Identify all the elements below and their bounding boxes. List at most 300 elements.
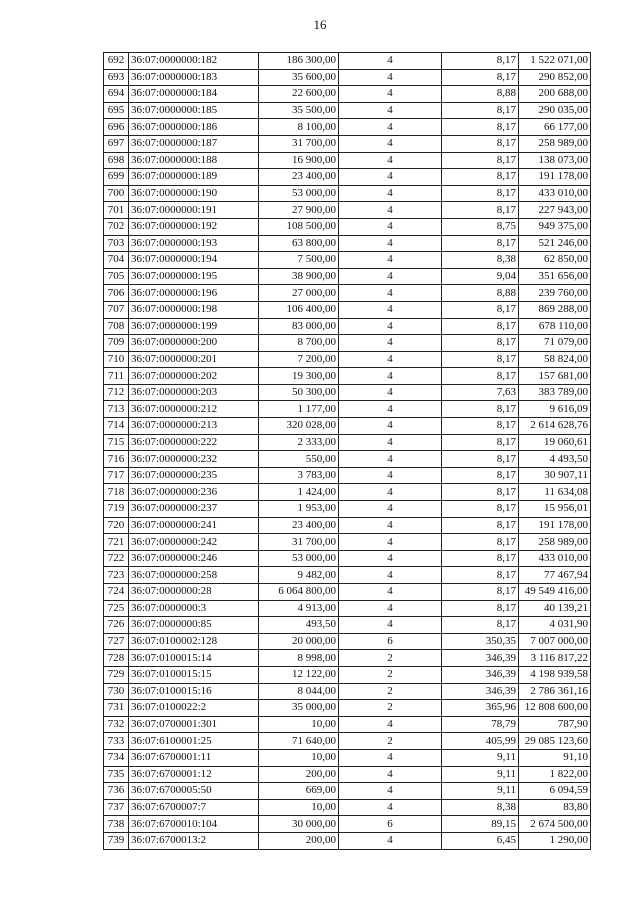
cadastral-value-cell: 66 177,00 <box>519 119 591 136</box>
group-code-cell: 4 <box>339 434 442 451</box>
table-row <box>104 102 591 119</box>
table-row <box>104 135 591 152</box>
row-number-cell: 704 <box>104 252 129 269</box>
table-row <box>104 451 591 468</box>
group-code-cell: 4 <box>339 351 442 368</box>
cadastral-number-cell: 36:07:6100001:25 <box>129 733 259 750</box>
cadastral-number-cell: 36:07:0000000:212 <box>129 401 259 418</box>
specific-value-cell: 8,17 <box>442 451 519 468</box>
row-number-cell: 731 <box>104 700 129 717</box>
table-row <box>104 252 591 269</box>
cadastral-number-cell: 36:07:6700001:12 <box>129 766 259 783</box>
group-code-cell: 4 <box>339 384 442 401</box>
table-row <box>104 550 591 567</box>
table-row <box>104 318 591 335</box>
area-cell: 10,00 <box>259 716 339 733</box>
cadastral-number-cell: 36:07:0000000:232 <box>129 451 259 468</box>
cadastral-number-cell: 36:07:0000000:222 <box>129 434 259 451</box>
cadastral-value-cell: 30 907,11 <box>519 467 591 484</box>
cadastral-value-cell: 15 956,01 <box>519 501 591 518</box>
cadastral-value-cell: 49 549 416,00 <box>519 584 591 601</box>
cadastral-number-cell: 36:07:0000000:184 <box>129 86 259 103</box>
area-cell: 16 900,00 <box>259 152 339 169</box>
cadastral-number-cell: 36:07:6700001:11 <box>129 749 259 766</box>
cadastral-value-cell: 2 786 361,16 <box>519 683 591 700</box>
row-number-cell: 719 <box>104 501 129 518</box>
cadastral-value-cell: 91,10 <box>519 749 591 766</box>
cadastral-value-cell: 383 789,00 <box>519 384 591 401</box>
cadastral-number-cell: 36:07:6700007:7 <box>129 799 259 816</box>
table-row <box>104 86 591 103</box>
cadastral-value-cell: 949 375,00 <box>519 218 591 235</box>
table-row <box>104 584 591 601</box>
area-cell: 27 900,00 <box>259 202 339 219</box>
area-cell: 493,50 <box>259 617 339 634</box>
row-number-cell: 722 <box>104 550 129 567</box>
row-number-cell: 699 <box>104 169 129 186</box>
row-number-cell: 697 <box>104 135 129 152</box>
cadastral-value-cell: 4 198 939,58 <box>519 666 591 683</box>
cadastral-number-cell: 36:07:0000000:189 <box>129 169 259 186</box>
row-number-cell: 694 <box>104 86 129 103</box>
table-row <box>104 567 591 584</box>
table-row <box>104 384 591 401</box>
area-cell: 30 000,00 <box>259 816 339 833</box>
cadastral-number-cell: 36:07:0000000:213 <box>129 418 259 435</box>
group-code-cell: 2 <box>339 650 442 667</box>
group-code-cell: 4 <box>339 749 442 766</box>
specific-value-cell: 7,63 <box>442 384 519 401</box>
row-number-cell: 732 <box>104 716 129 733</box>
row-number-cell: 739 <box>104 832 129 849</box>
cadastral-value-cell: 787,90 <box>519 716 591 733</box>
table-row <box>104 401 591 418</box>
specific-value-cell: 8,17 <box>442 202 519 219</box>
row-number-cell: 692 <box>104 53 129 70</box>
page-number: 16 <box>313 17 327 32</box>
group-code-cell: 4 <box>339 451 442 468</box>
specific-value-cell: 346,39 <box>442 666 519 683</box>
table-row <box>104 351 591 368</box>
area-cell: 31 700,00 <box>259 534 339 551</box>
cadastral-number-cell: 36:07:0000000:203 <box>129 384 259 401</box>
cadastral-number-cell: 36:07:0000000:198 <box>129 301 259 318</box>
group-code-cell: 4 <box>339 218 442 235</box>
specific-value-cell: 9,11 <box>442 749 519 766</box>
cadastral-number-cell: 36:07:0000000:258 <box>129 567 259 584</box>
row-number-cell: 730 <box>104 683 129 700</box>
cadastral-number-cell: 36:07:0000000:183 <box>129 69 259 86</box>
group-code-cell: 4 <box>339 285 442 302</box>
row-number-cell: 702 <box>104 218 129 235</box>
specific-value-cell: 346,39 <box>442 683 519 700</box>
group-code-cell: 4 <box>339 484 442 501</box>
group-code-cell: 4 <box>339 534 442 551</box>
cadastral-number-cell: 36:07:0000000:196 <box>129 285 259 302</box>
row-number-cell: 733 <box>104 733 129 750</box>
table-row <box>104 666 591 683</box>
area-cell: 23 400,00 <box>259 169 339 186</box>
area-cell: 8 100,00 <box>259 119 339 136</box>
specific-value-cell: 8,17 <box>442 185 519 202</box>
row-number-cell: 695 <box>104 102 129 119</box>
area-cell: 71 640,00 <box>259 733 339 750</box>
cadastral-number-cell: 36:07:0100015:16 <box>129 683 259 700</box>
row-number-cell: 729 <box>104 666 129 683</box>
cadastral-value-cell: 433 010,00 <box>519 550 591 567</box>
specific-value-cell: 8,17 <box>442 335 519 352</box>
row-number-cell: 724 <box>104 584 129 601</box>
row-number-cell: 711 <box>104 368 129 385</box>
cadastral-value-cell: 29 085 123,60 <box>519 733 591 750</box>
row-number-cell: 713 <box>104 401 129 418</box>
cadastral-value-cell: 191 178,00 <box>519 169 591 186</box>
cadastral-number-cell: 36:07:0000000:28 <box>129 584 259 601</box>
table-row <box>104 235 591 252</box>
row-number-cell: 715 <box>104 434 129 451</box>
cadastral-value-cell: 869 288,00 <box>519 301 591 318</box>
specific-value-cell: 8,17 <box>442 567 519 584</box>
cadastral-number-cell: 36:07:0000000:191 <box>129 202 259 219</box>
specific-value-cell: 8,17 <box>442 534 519 551</box>
area-cell: 186 300,00 <box>259 53 339 70</box>
cadastral-value-cell: 6 094,59 <box>519 783 591 800</box>
cadastral-value-cell: 19 060,61 <box>519 434 591 451</box>
cadastral-value-cell: 58 824,00 <box>519 351 591 368</box>
group-code-cell: 4 <box>339 783 442 800</box>
cadastral-value-cell: 3 116 817,22 <box>519 650 591 667</box>
row-number-cell: 696 <box>104 119 129 136</box>
cadastral-number-cell: 36:07:6700005:50 <box>129 783 259 800</box>
cadastral-value-cell: 678 110,00 <box>519 318 591 335</box>
table-row <box>104 169 591 186</box>
specific-value-cell: 9,11 <box>442 783 519 800</box>
table-row <box>104 69 591 86</box>
group-code-cell: 2 <box>339 700 442 717</box>
area-cell: 27 000,00 <box>259 285 339 302</box>
table-row <box>104 534 591 551</box>
specific-value-cell: 8,17 <box>442 368 519 385</box>
cadastral-value-cell: 258 989,00 <box>519 534 591 551</box>
group-code-cell: 4 <box>339 517 442 534</box>
row-number-cell: 736 <box>104 783 129 800</box>
area-cell: 106 400,00 <box>259 301 339 318</box>
row-number-cell: 706 <box>104 285 129 302</box>
group-code-cell: 4 <box>339 252 442 269</box>
table-row <box>104 53 591 70</box>
cadastral-number-cell: 36:07:6700013:2 <box>129 832 259 849</box>
group-code-cell: 4 <box>339 401 442 418</box>
specific-value-cell: 8,17 <box>442 467 519 484</box>
specific-value-cell: 8,17 <box>442 600 519 617</box>
cadastral-value-cell: 77 467,94 <box>519 567 591 584</box>
table-row <box>104 268 591 285</box>
area-cell: 35 600,00 <box>259 69 339 86</box>
table-row <box>104 418 591 435</box>
area-cell: 320 028,00 <box>259 418 339 435</box>
group-code-cell: 4 <box>339 501 442 518</box>
specific-value-cell: 8,17 <box>442 301 519 318</box>
cadastral-value-cell: 7 007 000,00 <box>519 633 591 650</box>
area-cell: 53 000,00 <box>259 185 339 202</box>
table-row <box>104 301 591 318</box>
group-code-cell: 2 <box>339 683 442 700</box>
cadastral-value-cell: 9 616,09 <box>519 401 591 418</box>
row-number-cell: 693 <box>104 69 129 86</box>
cadastral-value-cell: 157 681,00 <box>519 368 591 385</box>
row-number-cell: 718 <box>104 484 129 501</box>
group-code-cell: 4 <box>339 584 442 601</box>
specific-value-cell: 8,17 <box>442 418 519 435</box>
cadastral-value-cell: 138 073,00 <box>519 152 591 169</box>
cadastral-value-cell: 258 989,00 <box>519 135 591 152</box>
cadastral-number-cell: 36:07:0000000:187 <box>129 135 259 152</box>
cadastral-number-cell: 36:07:0000000:192 <box>129 218 259 235</box>
specific-value-cell: 8,88 <box>442 86 519 103</box>
area-cell: 12 122,00 <box>259 666 339 683</box>
group-code-cell: 4 <box>339 600 442 617</box>
cadastral-number-cell: 36:07:0000000:200 <box>129 335 259 352</box>
group-code-cell: 4 <box>339 617 442 634</box>
specific-value-cell: 8,17 <box>442 584 519 601</box>
group-code-cell: 6 <box>339 633 442 650</box>
area-cell: 23 400,00 <box>259 517 339 534</box>
row-number-cell: 737 <box>104 799 129 816</box>
table-row <box>104 749 591 766</box>
group-code-cell: 4 <box>339 135 442 152</box>
cadastral-number-cell: 36:07:0700001:301 <box>129 716 259 733</box>
area-cell: 200,00 <box>259 766 339 783</box>
cadastral-number-cell: 36:07:0100015:15 <box>129 666 259 683</box>
area-cell: 7 200,00 <box>259 351 339 368</box>
specific-value-cell: 89,15 <box>442 816 519 833</box>
group-code-cell: 4 <box>339 335 442 352</box>
cadastral-value-cell: 2 674 500,00 <box>519 816 591 833</box>
cadastral-number-cell: 36:07:0000000:182 <box>129 53 259 70</box>
table-row <box>104 650 591 667</box>
area-cell: 83 000,00 <box>259 318 339 335</box>
cadastral-value-cell: 290 852,00 <box>519 69 591 86</box>
group-code-cell: 4 <box>339 202 442 219</box>
specific-value-cell: 8,17 <box>442 550 519 567</box>
row-number-cell: 714 <box>104 418 129 435</box>
specific-value-cell: 8,17 <box>442 102 519 119</box>
specific-value-cell: 405,99 <box>442 733 519 750</box>
area-cell: 38 900,00 <box>259 268 339 285</box>
row-number-cell: 728 <box>104 650 129 667</box>
cadastral-number-cell: 36:07:0000000:85 <box>129 617 259 634</box>
cadastral-number-cell: 36:07:0000000:202 <box>129 368 259 385</box>
area-cell: 2 333,00 <box>259 434 339 451</box>
cadastral-value-cell: 191 178,00 <box>519 517 591 534</box>
area-cell: 63 800,00 <box>259 235 339 252</box>
area-cell: 22 600,00 <box>259 86 339 103</box>
table-row <box>104 119 591 136</box>
table-row <box>104 783 591 800</box>
cadastral-number-cell: 36:07:0000000:188 <box>129 152 259 169</box>
row-number-cell: 701 <box>104 202 129 219</box>
row-number-cell: 703 <box>104 235 129 252</box>
area-cell: 19 300,00 <box>259 368 339 385</box>
cadastral-number-cell: 36:07:0000000:237 <box>129 501 259 518</box>
cadastral-value-cell: 239 760,00 <box>519 285 591 302</box>
area-cell: 20 000,00 <box>259 633 339 650</box>
table-row <box>104 368 591 385</box>
specific-value-cell: 8,17 <box>442 169 519 186</box>
group-code-cell: 4 <box>339 567 442 584</box>
table-row <box>104 484 591 501</box>
area-cell: 7 500,00 <box>259 252 339 269</box>
cadastral-number-cell: 36:07:0000000:199 <box>129 318 259 335</box>
cadastral-value-cell: 4 031,90 <box>519 617 591 634</box>
area-cell: 35 500,00 <box>259 102 339 119</box>
table-row <box>104 501 591 518</box>
table-row <box>104 832 591 849</box>
cadastral-value-cell: 83,80 <box>519 799 591 816</box>
row-number-cell: 721 <box>104 534 129 551</box>
cadastral-value-cell: 351 656,00 <box>519 268 591 285</box>
table-row <box>104 285 591 302</box>
group-code-cell: 4 <box>339 169 442 186</box>
group-code-cell: 4 <box>339 766 442 783</box>
group-code-cell: 6 <box>339 816 442 833</box>
cadastral-value-cell: 12 808 600,00 <box>519 700 591 717</box>
row-number-cell: 698 <box>104 152 129 169</box>
area-cell: 8 998,00 <box>259 650 339 667</box>
table-row <box>104 517 591 534</box>
cadastral-value-cell: 433 010,00 <box>519 185 591 202</box>
table-row <box>104 617 591 634</box>
row-number-cell: 705 <box>104 268 129 285</box>
table-row <box>104 633 591 650</box>
row-number-cell: 726 <box>104 617 129 634</box>
cadastral-number-cell: 36:07:0100002:128 <box>129 633 259 650</box>
cadastral-number-cell: 36:07:0000000:190 <box>129 185 259 202</box>
specific-value-cell: 8,38 <box>442 252 519 269</box>
group-code-cell: 4 <box>339 235 442 252</box>
table-row <box>104 700 591 717</box>
row-number-cell: 735 <box>104 766 129 783</box>
area-cell: 550,00 <box>259 451 339 468</box>
group-code-cell: 4 <box>339 301 442 318</box>
specific-value-cell: 9,11 <box>442 766 519 783</box>
table-row <box>104 716 591 733</box>
area-cell: 6 064 800,00 <box>259 584 339 601</box>
specific-value-cell: 8,17 <box>442 501 519 518</box>
area-cell: 108 500,00 <box>259 218 339 235</box>
group-code-cell: 4 <box>339 418 442 435</box>
specific-value-cell: 8,17 <box>442 235 519 252</box>
table-row <box>104 683 591 700</box>
table-row <box>104 467 591 484</box>
group-code-cell: 4 <box>339 318 442 335</box>
area-cell: 8 044,00 <box>259 683 339 700</box>
group-code-cell: 4 <box>339 368 442 385</box>
specific-value-cell: 8,17 <box>442 351 519 368</box>
table-row <box>104 766 591 783</box>
cadastral-number-cell: 36:07:0000000:193 <box>129 235 259 252</box>
cadastral-value-cell: 71 079,00 <box>519 335 591 352</box>
row-number-cell: 710 <box>104 351 129 368</box>
specific-value-cell: 8,17 <box>442 135 519 152</box>
specific-value-cell: 8,17 <box>442 617 519 634</box>
row-number-cell: 727 <box>104 633 129 650</box>
row-number-cell: 717 <box>104 467 129 484</box>
group-code-cell: 4 <box>339 102 442 119</box>
row-number-cell: 734 <box>104 749 129 766</box>
table-row <box>104 600 591 617</box>
cadastral-number-cell: 36:07:0000000:236 <box>129 484 259 501</box>
cadastral-number-cell: 36:07:0000000:201 <box>129 351 259 368</box>
row-number-cell: 707 <box>104 301 129 318</box>
row-number-cell: 720 <box>104 517 129 534</box>
row-number-cell: 738 <box>104 816 129 833</box>
row-number-cell: 725 <box>104 600 129 617</box>
specific-value-cell: 8,17 <box>442 119 519 136</box>
area-cell: 1 177,00 <box>259 401 339 418</box>
row-number-cell: 712 <box>104 384 129 401</box>
area-cell: 10,00 <box>259 799 339 816</box>
group-code-cell: 2 <box>339 666 442 683</box>
table-row <box>104 816 591 833</box>
specific-value-cell: 8,17 <box>442 434 519 451</box>
cadastral-number-cell: 36:07:0100015:14 <box>129 650 259 667</box>
table-row <box>104 202 591 219</box>
group-code-cell: 4 <box>339 86 442 103</box>
cadastral-value-cell: 1 822,00 <box>519 766 591 783</box>
area-cell: 3 783,00 <box>259 467 339 484</box>
group-code-cell: 4 <box>339 69 442 86</box>
specific-value-cell: 8,17 <box>442 401 519 418</box>
table-row <box>104 218 591 235</box>
row-number-cell: 723 <box>104 567 129 584</box>
group-code-cell: 2 <box>339 733 442 750</box>
group-code-cell: 4 <box>339 152 442 169</box>
specific-value-cell: 350,35 <box>442 633 519 650</box>
cadastral-value-cell: 11 634,08 <box>519 484 591 501</box>
cadastral-number-cell: 36:07:0100022:2 <box>129 700 259 717</box>
area-cell: 9 482,00 <box>259 567 339 584</box>
specific-value-cell: 346,39 <box>442 650 519 667</box>
group-code-cell: 4 <box>339 119 442 136</box>
group-code-cell: 4 <box>339 799 442 816</box>
table-body <box>104 53 591 850</box>
table-row <box>104 799 591 816</box>
cadastral-value-cell: 290 035,00 <box>519 102 591 119</box>
cadastral-value-cell: 40 139,21 <box>519 600 591 617</box>
row-number-cell: 716 <box>104 451 129 468</box>
cadastral-value-cell: 200 688,00 <box>519 86 591 103</box>
specific-value-cell: 8,17 <box>442 517 519 534</box>
area-cell: 31 700,00 <box>259 135 339 152</box>
specific-value-cell: 8,17 <box>442 318 519 335</box>
table-row <box>104 335 591 352</box>
specific-value-cell: 8,75 <box>442 218 519 235</box>
area-cell: 10,00 <box>259 749 339 766</box>
cadastral-number-cell: 36:07:0000000:3 <box>129 600 259 617</box>
specific-value-cell: 8,38 <box>442 799 519 816</box>
specific-value-cell: 6,45 <box>442 832 519 849</box>
cadastral-value-table <box>103 52 591 850</box>
area-cell: 1 424,00 <box>259 484 339 501</box>
group-code-cell: 4 <box>339 53 442 70</box>
group-code-cell: 4 <box>339 185 442 202</box>
cadastral-value-cell: 4 493,50 <box>519 451 591 468</box>
group-code-cell: 4 <box>339 550 442 567</box>
group-code-cell: 4 <box>339 832 442 849</box>
cadastral-number-cell: 36:07:0000000:246 <box>129 550 259 567</box>
cadastral-number-cell: 36:07:0000000:194 <box>129 252 259 269</box>
